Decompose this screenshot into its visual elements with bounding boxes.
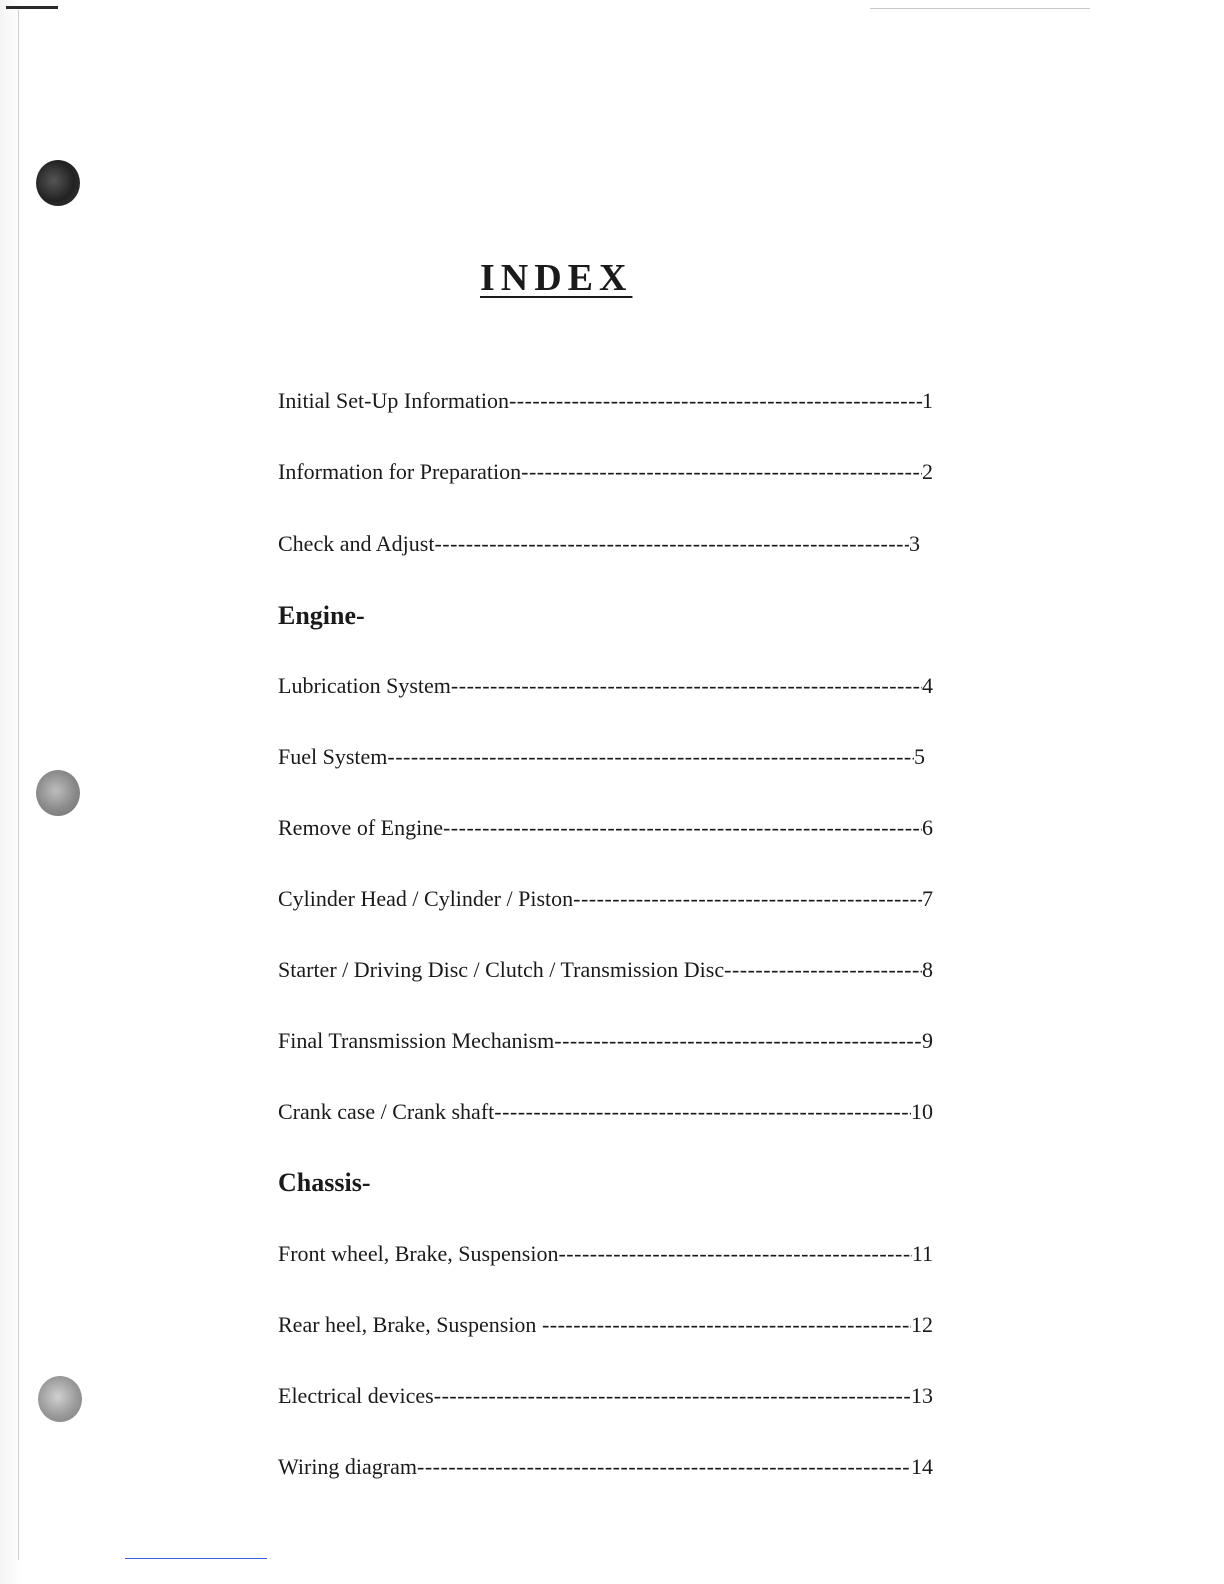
scan-top-rule <box>870 8 1090 9</box>
toc-entry-label: Rear heel, Brake, Suspension <box>278 1312 542 1337</box>
scan-edge-line <box>18 10 19 1560</box>
toc-entry-page: 2 <box>922 459 933 484</box>
dot-leader <box>554 1028 922 1054</box>
toc-entry <box>278 886 933 912</box>
toc-entry <box>278 1312 933 1338</box>
toc-entry <box>278 1099 933 1125</box>
dot-leader <box>387 744 914 770</box>
section-heading-engine: Engine- <box>278 601 365 630</box>
toc-entry <box>278 1454 933 1480</box>
dot-leader <box>521 459 922 485</box>
dot-leader <box>573 886 922 912</box>
dot-leader <box>724 957 922 983</box>
toc-entry <box>278 1028 933 1054</box>
scan-corner-mark <box>6 6 58 9</box>
toc-entry-label: Crank case / Crank shaft <box>278 1099 495 1124</box>
toc-entry-page: 10 <box>911 1099 933 1124</box>
dot-leader <box>558 1241 911 1267</box>
toc-entry-page: 12 <box>911 1312 933 1337</box>
dot-leader <box>451 673 922 699</box>
toc-entry-page: 1 <box>922 388 933 413</box>
toc-entry-page: 13 <box>911 1383 933 1408</box>
binder-hole-icon <box>36 160 80 206</box>
toc-entry <box>278 388 933 414</box>
scan-bottom-rule <box>125 1558 267 1559</box>
binder-hole-icon <box>36 770 80 816</box>
toc-entry-label: Cylinder Head / Cylinder / Piston <box>278 886 574 911</box>
toc-entry-label: Wiring diagram <box>278 1454 418 1479</box>
page-title: INDEX <box>480 257 633 299</box>
toc-entry-label: Electrical devices <box>278 1383 434 1408</box>
toc-entry <box>278 673 933 699</box>
toc-entry-label: Check and Adjust <box>278 531 435 556</box>
toc-entry <box>278 1383 933 1409</box>
dot-leader <box>542 1312 911 1338</box>
toc-entry <box>278 744 925 770</box>
toc-entry-label: Fuel System <box>278 744 388 769</box>
dot-leader <box>509 388 922 414</box>
toc-entry-label: Initial Set-Up Information <box>278 388 509 413</box>
binder-hole-icon <box>38 1376 82 1422</box>
toc-entry-page: 3 <box>909 531 920 556</box>
toc-entry-label: Final Transmission Mechanism <box>278 1028 555 1053</box>
dot-leader <box>417 1454 911 1480</box>
toc-entry-page: 7 <box>922 886 933 911</box>
toc-entry-page: 4 <box>922 673 933 698</box>
toc-entry-page: 8 <box>922 957 933 982</box>
toc-entry <box>278 531 920 557</box>
toc-entry-page: 14 <box>911 1454 933 1479</box>
toc-entry-label: Information for Preparation <box>278 459 522 484</box>
toc-entry <box>278 1241 933 1267</box>
toc-entry-page: 11 <box>911 1241 933 1266</box>
dot-leader <box>434 1383 911 1409</box>
toc-entry-label: Remove of Engine <box>278 815 443 840</box>
dot-leader <box>434 531 909 557</box>
section-heading-chassis: Chassis- <box>278 1168 371 1197</box>
dot-leader <box>443 815 922 841</box>
toc-entry-label: Lubrication System <box>278 673 451 698</box>
toc-entry <box>278 815 933 841</box>
toc-entry-page: 9 <box>922 1028 933 1053</box>
toc-entry-label: Front wheel, Brake, Suspension <box>278 1241 559 1266</box>
toc-entry <box>278 459 933 485</box>
toc-entry-label: Starter / Driving Disc / Clutch / Transmission Disc <box>278 957 725 982</box>
toc-entry-page: 5 <box>914 744 925 769</box>
toc-entry-page: 6 <box>922 815 933 840</box>
toc-entry <box>278 957 933 983</box>
dot-leader <box>494 1099 911 1125</box>
